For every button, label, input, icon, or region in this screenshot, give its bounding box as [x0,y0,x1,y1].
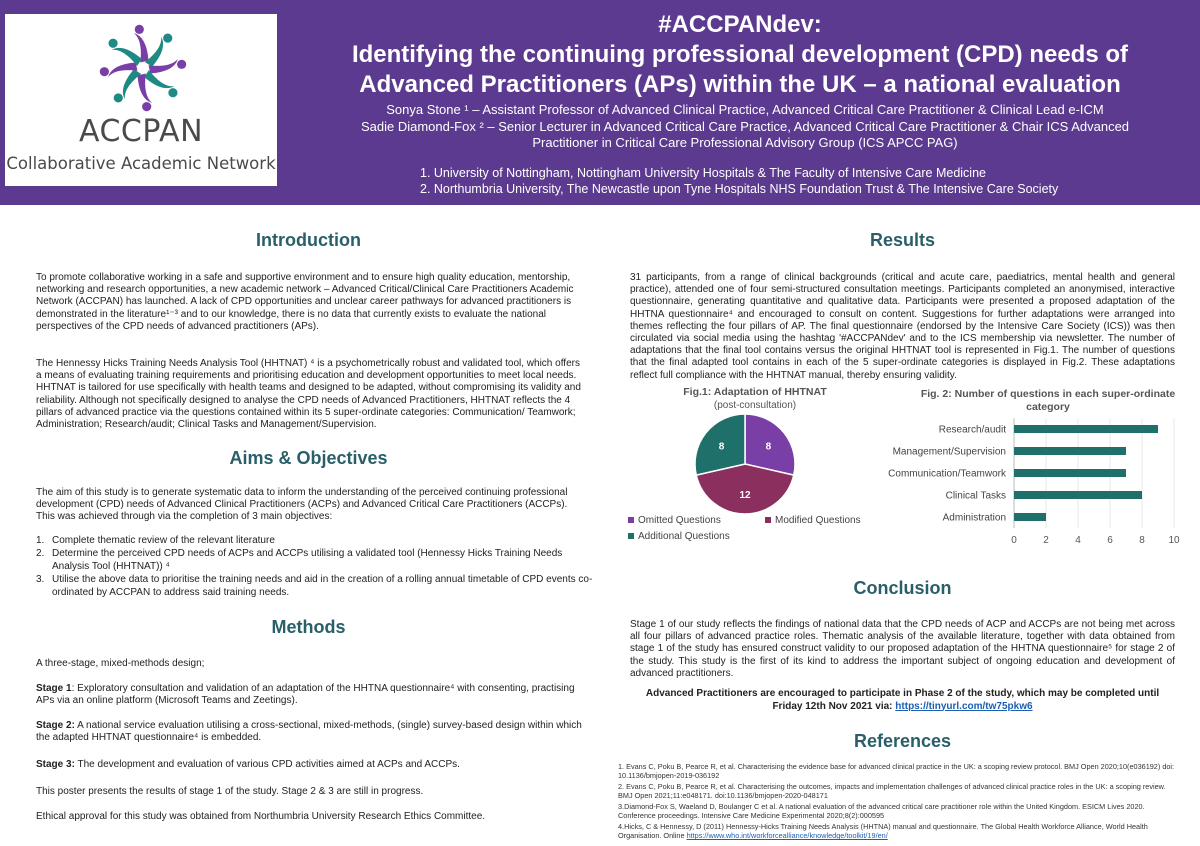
category-label: Clinical Tasks [945,490,1006,502]
reference-3: 3.Diamond-Fox S, Waeland D, Boulanger C et al. A national evaluation of the advanced critical care practitioner role within the United Kingdom. ESICM Lives 2020. Conference proceedings. Intensive Care Medicine Experimental 2020;8(2):000595 [618,802,1145,821]
legend-additional [628,531,730,542]
reference-1: 1. Evans C, Poku B, Pearce R, et al. Characterising the evidence base for advanced clinical practice in the UK: a scoping review protocol. BMJ Open 2020;10(e036192) doi: 10.1136/bmjopen-2019-036192 [618,762,1175,781]
accpan-logo [5,14,277,186]
x-tick-label: 6 [1107,535,1113,546]
poster-header [0,0,1200,205]
results-heading: Results [869,230,936,250]
logo-arm-head [177,60,186,69]
pie-slice-label: 8 [765,441,772,453]
references-heading: References [853,731,952,751]
x-tick-label: 2 [1043,535,1049,546]
reference-4 [618,822,1178,841]
bar-communication-teamwork [1014,469,1126,477]
cta-date-text: Friday 12th Nov 2021 via: [772,700,896,712]
author-1: Sonya Stone ¹ – Assistant Professor of Advanced Clinical Practice, Advanced Critical Care Practitioner & Clinical Lead e-ICM [386,102,1104,117]
x-tick-label: 0 [1011,535,1017,546]
title-line-2: Advanced Practitioners (APs) within the UK – a national evaluation [359,71,1121,98]
survey-link[interactable]: https://tinyurl.com/tw75pkw6 [895,700,1033,712]
stage-3-label: Stage 3: [36,759,75,770]
methods-intro: A three-stage, mixed-methods design; [36,658,205,669]
logo-arm-head [112,91,125,104]
methods-progress: This poster presents the results of stage 1 of the study. Stage 2 & 3 are still in progress. [36,786,424,797]
pie-slice-label: 12 [739,490,751,501]
pie-slice-label: 8 [718,441,725,453]
legend-label: Additional Questions [638,531,730,542]
bar-clinical-tasks [1014,491,1142,499]
methods-stage-1 [36,683,584,707]
bar-research-audit [1014,425,1158,433]
call-to-action [630,688,1175,713]
methods-stage-2 [36,720,584,744]
author-list [295,102,1195,152]
objective-item [36,574,596,599]
category-label: Administration [942,512,1006,524]
logo-arm-head [100,67,109,76]
fig2-title: Fig. 2: Number of questions in each super-ordinate category [920,388,1176,413]
aims-heading: Aims & Objectives [229,448,388,468]
author-2-cont: Practitioner in Critical Care Professional Advisory Group (ICS APCC PAG) [532,135,958,150]
legend-omitted [628,515,721,526]
logo-arm-head [142,102,151,111]
fig1-subtitle: (post-consultation) [713,400,797,411]
reference-4-text: 4.Hicks, C & Hennessy, D (2011) Hennessy-Hicks Training Needs Analysis (HHTNA) manual and questionnaire. The Global Health Workforce Alliance, World Health Organisation. Online [618,822,1148,841]
objective-text: Determine the perceived CPD needs of ACPs and ACCPs utilising a validated tool (Hennessy Hicks Training Needs Analysis Tool (HHTNAT)) ⁴ [52,548,563,572]
legend-swatch [765,517,771,523]
stage-1-text: : Exploratory consultation and validation of an adaptation of the HHTNA questionnaire⁴ with consenting, practising APs via an online platform (Microsoft Teams and Zeetings). [36,683,575,707]
author-2: Sadie Diamond-Fox ² – Senior Lecturer in Advanced Critical Care Practice, Advanced Critical Care Practitioner & Chair ICS Advanced [360,118,1130,134]
methods-stage-3 [36,759,584,771]
poster-title [290,10,1190,100]
stage-3-text: The development and evaluation of various CPD activities aimed at ACPs and ACCPs. [74,759,460,770]
objective-number: 3. [36,574,45,586]
logo-text: ACCPAN [78,114,204,149]
objective-number: 1. [36,535,45,546]
objective-item [36,535,596,547]
legend-modified [765,515,861,526]
introduction-paragraph-1: To promote collaborative working in a safe and supportive environment and to ensure high quality education, mentorship, networking and research opportunities, a new academic network – Advanced Critical/Clinical Care Practitioners Academic Network (ACCPAN) has launched. A lack of CPD opportunities and unclear career pathways for advanced practitioners is demonstrated in the literature¹⁻³ and to our knowledge, there is no data that currently exists to evaluate the national perspectives of the CPD needs of advanced practitioners (APs). [36,272,574,332]
pie-chart [690,412,800,517]
legend-label: Omitted Questions [638,515,721,526]
objective-item [36,548,596,573]
aims-paragraph: The aim of this study is to generate systematic data to inform the understanding of the perceived continuing professional development (CPD) needs of Advanced Clinical Practitioners (ACPs) and Advanced Critical Care Practitioners (ACCPs). This was achieved through via the completion of 3 main objectives: [36,487,568,523]
who-toolkit-link[interactable]: https://www.who.int/workforcealliance/knowledge/toolkit/19/en/ [686,831,888,841]
category-label: Communication/Teamwork [888,468,1006,480]
affiliation-2: 2. Northumbria University, The Newcastle upon Tyne Hospitals NHS Foundation Trust & The Intensive Care Society [420,182,1059,196]
cta-line-2 [630,701,1175,714]
stage-1-label: Stage 1 [36,683,72,694]
bar-management-supervision [1014,447,1126,455]
legend-swatch [628,517,634,523]
logo-arm-head [166,86,179,99]
bar-administration [1014,513,1046,521]
title-hashtag: #ACCPANdev: [658,11,822,38]
introduction-paragraph-2: The Hennessy Hicks Training Needs Analysis Tool (HHTNAT) ⁴ is a psychometrically robust and validated tool, which offers a means of evaluating training requirements and prioritising education and development opportunities to meet local needs. HHTNAT is tailored for use specifically with health teams and designed to be adapted, without compromising its validity and reliability. Although not specifically designed to analyse the CPD needs of Advanced Practitioners, HHTNAT reflects the 4 pillars of advanced practice via the questions contained within its 5 super-ordinate categories: Communication/ Teamwork; Administration; Research/audit; Clinical Tasks and Management/Supervision. [36,358,581,431]
objective-text: Utilise the above data to prioritise the training needs and aid in the creation of a rolling annual timetable of CPD events co-ordinated by ACCPAN to address said training needs. [52,574,593,598]
fig1-title: Fig.1: Adaptation of HHTNAT [683,386,827,398]
objective-number: 2. [36,548,45,560]
stage-2-label: Stage 2: [36,720,75,731]
objective-text: Complete thematic review of the relevant literature [52,535,275,546]
reference-2: 2. Evans C, Poku B, Pearce R, et al. Characterising the outcomes, impacts and implementation challenges of advanced clinical practice roles in the UK: a scoping review. BMJ Open 2021;11:e048171. doi:10.1136/bmjopen-2020-048171 [618,782,1166,801]
category-label: Management/Supervision [892,446,1006,458]
cta-line-1: Advanced Practitioners are encouraged to participate in Phase 2 of the study, which may be completed until [645,688,1160,699]
methods-heading: Methods [271,617,346,637]
stage-2-text: A national service evaluation utilising a cross-sectional, mixed-methods, (single) survey-based design within which the adapted HHTNAT questionnaire⁴ is embedded. [36,720,582,744]
logo-arm-head [107,37,120,50]
methods-ethics: Ethical approval for this study was obtained from Northumbria University Research Ethics Committee. [36,811,486,822]
logo-arm-head [161,32,174,45]
x-tick-label: 8 [1139,535,1145,546]
results-paragraph: 31 participants, from a range of clinical backgrounds (critical and acute care, paediatrics, mental health and general practice), attended one of four semi-structured consultation meetings. Participants completed an anonymised, interactive questionnaire, generating quantitative and qualitative data. Participants were presented a proposed adaptation of the HHTNA questionnaire⁴ and encouraged to consult on content. Suggestions for further adaptations were arranged into themes reflecting the four pillars of AP. The final questionnaire (endorsed by the Intensive Care Society (ICS)) was then circulated via social media using the hashtag '#ACCPANdev' and to the ICS membership via newsletter. The number of adaptations that the final tool contains versus the original HHTNAT tool is represented in Fig.1. The number of questions that the final adapted tool contains in each of the 5 super-ordinate categories is displayed in Fig.2. These adaptations reflect full compliance with the HHTNAT manual, thereby ensuring validity. [630,272,1175,381]
affiliation-1: 1. University of Nottingham, Nottingham University Hospitals & The Faculty of Intensive Care Medicine [420,166,986,180]
conclusion-heading: Conclusion [853,578,952,598]
conclusion-paragraph: Stage 1 of our study reflects the findings of national data that the CPD needs of ACP and ACCPs are not being met across all four pillars of advanced practice roles. Thematic analysis of the available literature, together with data obtained from stage 1 of the study has ensured construct validity to our proposed adaptation of the HHTNA questionnaire⁵ for stage 2 of the study. This study is the first of its kind to address the important subject of ongoing education and development of advanced practitioners. [630,619,1175,679]
objectives-list [36,535,596,600]
category-label: Research/audit [938,424,1006,436]
logo-arm-head [135,25,144,34]
x-tick-label: 4 [1075,535,1081,546]
title-line-1: Identifying the continuing professional development (CPD) needs of [351,41,1129,68]
logo-subtitle: Collaborative Academic Network [6,154,276,173]
star-people-icon [97,22,189,114]
x-tick-label: 10 [1168,535,1180,546]
legend-swatch [628,533,634,539]
introduction-heading: Introduction [256,230,361,250]
bar-chart [860,418,1190,550]
legend-label: Modified Questions [775,515,861,526]
